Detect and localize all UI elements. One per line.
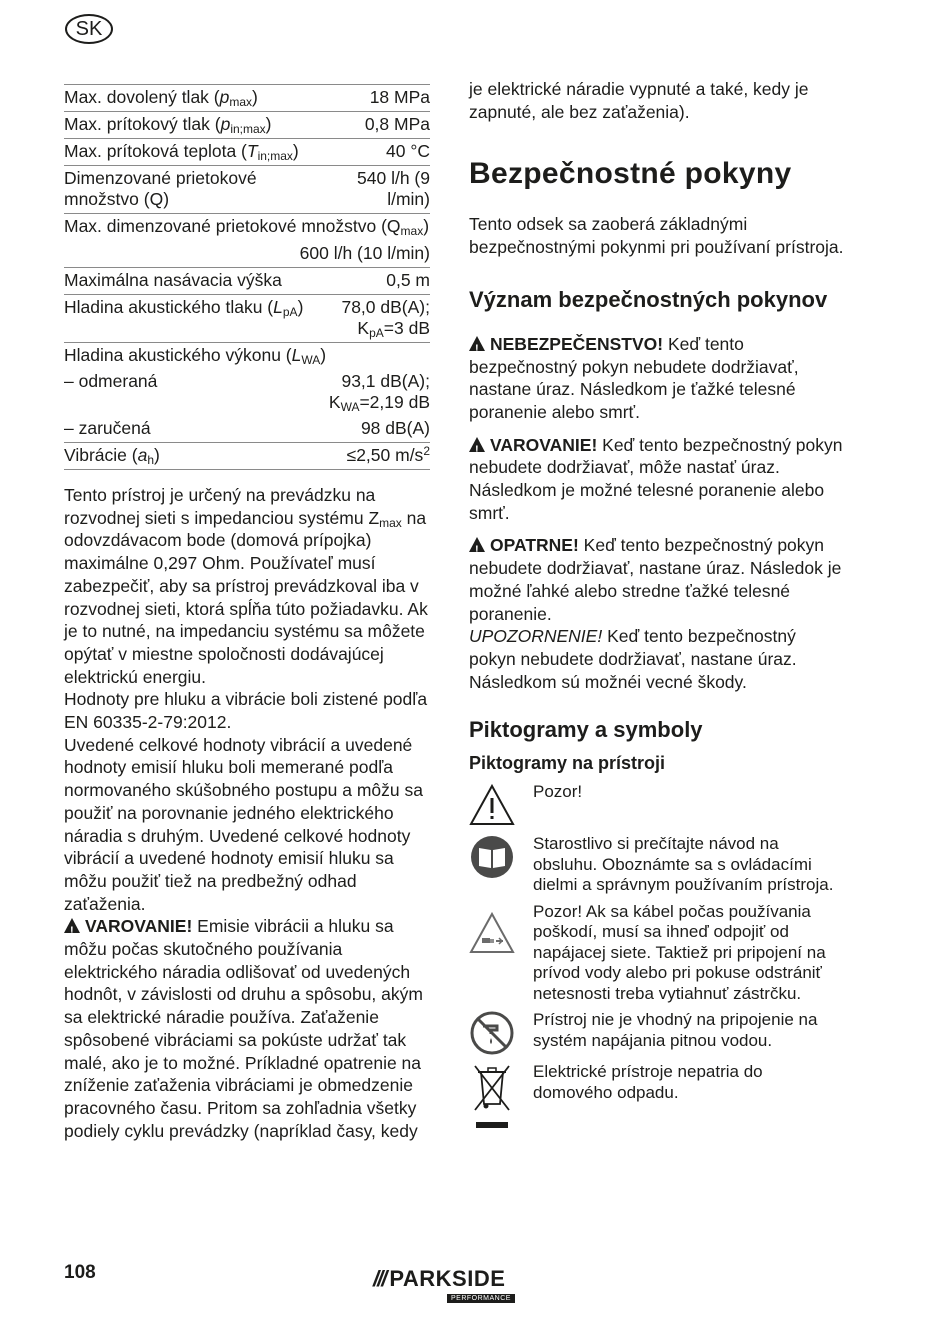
pictograms-heading: Piktogramy na prístroji bbox=[469, 753, 666, 774]
pictogram-text: Starostlivo si prečítajte návod na obsluhu. Oboznámte sa s ovládacími dielmi a správnym používaním prístroja. bbox=[533, 834, 834, 895]
spec-value: 600 l/h (10 l/min) bbox=[299, 243, 430, 263]
parkside-logo bbox=[373, 1266, 527, 1306]
caution-notice: !OPATRNE! Keď tento bezpečnostný pokyn nebudete dodržiavať, nastane úraz. Následok je možné ľahké alebo stredne ťažké telesné poranenie. bbox=[469, 534, 844, 625]
vibration-warning: !VAROVANIE! Emisie vibrácii a hluku sa môžu počas skutočného používania elektrického náradia odlišovať od uvedených hodnôt, v závislosti od druhu a spôsobu, akým sa elektrické náradie používa. Zaťaženie spôsobené vibráciami sa pokúste udržať tak malé, ako je to možné. Príkladné opatrenie na zníženie zaťaženia vibráciami je obmedzenie pracovného času. Pritom sa zohľadnia všetky podiely cyklu prevádzky (napríklad časy, kedy bbox=[64, 915, 430, 1142]
specs-table bbox=[64, 84, 430, 470]
table-row bbox=[64, 85, 430, 112]
weee-bin-icon bbox=[469, 1062, 515, 1132]
standard-paragraph: Hodnoty pre hluku a vibrácie boli zistené podľa EN 60335-2-79:2012. bbox=[64, 689, 428, 733]
pictogram-text: Pozor! bbox=[533, 782, 583, 802]
spec-value: 40 °C bbox=[313, 139, 430, 166]
spec-value: 93,1 dB(A); $K_{WA}=2,19$ dB bbox=[328, 371, 430, 414]
table-row bbox=[64, 416, 430, 443]
notice-paragraph: UPOZORNENIE! Keď tento bezpečnostný pokyn nebudete dodržiavať, nastane úraz. Následkom sú možnéi vecné škody. bbox=[469, 626, 797, 692]
spec-label: Dimenzované prietokové množstvo (Q) bbox=[64, 166, 313, 214]
table-row bbox=[64, 214, 430, 268]
table-row bbox=[64, 166, 430, 214]
spec-label: Max. dimenzované prietokové množstvo $(Q_{max})$ 600 l/h (10 l/min) bbox=[64, 214, 430, 268]
logo-brand: PARKSIDE bbox=[389, 1266, 506, 1291]
subsection-title-pictograms: Piktogramy a symboly bbox=[469, 717, 703, 743]
no-drinking-water-icon bbox=[469, 1010, 515, 1056]
pictogram-text: Elektrické prístroje nepatria do domového odpadu. bbox=[533, 1062, 763, 1102]
pictogram-item bbox=[469, 902, 844, 1005]
spec-value: 98 dB(A) bbox=[360, 418, 430, 438]
warning-notice: !VAROVANIE! Keď tento bezpečnostný pokyn nebudete dodržiavať, môže nastať úraz. Následkom je možné telesné poranenie alebo smrť. bbox=[469, 434, 844, 525]
spec-value: 78,0 dB(A); $K_{pA}=3$ dB bbox=[313, 295, 430, 343]
logo-sub: PERFORMANCE bbox=[447, 1294, 515, 1303]
section-title: Bezpečnostné pokyny bbox=[469, 157, 792, 191]
table-row bbox=[64, 112, 430, 139]
table-row bbox=[64, 369, 430, 416]
pictogram-item bbox=[469, 1010, 844, 1056]
table-row bbox=[64, 268, 430, 295]
danger-notice: !NEBEZPEČENSTVO! Keď tento bezpečnostný pokyn nebudete dodržiavať, nastane úraz. Následkom je ťažké telesné poranenie alebo smrť. bbox=[469, 333, 844, 424]
read-manual-icon bbox=[469, 834, 515, 880]
table-row bbox=[64, 139, 430, 166]
pictogram-item bbox=[469, 834, 844, 896]
left-column bbox=[64, 84, 430, 1142]
subsection-title-meaning: Význam bezpečnostných pokynov bbox=[469, 286, 828, 312]
pictogram-text: Prístroj nie je vhodný na pripojenie na systém napájania pitnou vodou. bbox=[533, 1010, 818, 1050]
spec-value: 18 MPa bbox=[313, 85, 430, 112]
pictogram-item bbox=[469, 782, 844, 828]
pictogram-item bbox=[469, 1062, 844, 1132]
warning-triangle-icon bbox=[469, 537, 485, 552]
page-number: 108 bbox=[64, 1262, 96, 1283]
spec-label: Maximálna nasávacia výška bbox=[64, 268, 313, 295]
table-row bbox=[64, 443, 430, 470]
spec-label: Hladina akustického výkonu $(L_{WA})$ bbox=[64, 343, 430, 370]
spec-label: – zaručená bbox=[64, 418, 151, 438]
language-badge: SK bbox=[65, 14, 113, 44]
logo-slashes: /// bbox=[373, 1266, 386, 1291]
spec-value: 540 l/h (9 l/min) bbox=[313, 166, 430, 214]
warning-triangle-icon bbox=[469, 782, 515, 828]
pictogram-text: Pozor! Ak sa kábel počas používania poškodí, musí sa ihneď odpojiť od napájacej siete. Taktiež pri pripojení na prívod vody alebo pri pokuse odstrániť netesnosti treba vytiahnuť zástrčku. bbox=[533, 901, 826, 1003]
continued-paragraph: je elektrické náradie vypnuté a také, kedy je zapnuté, ale bez zaťaženia). bbox=[469, 79, 809, 122]
spec-value: 0,8 MPa bbox=[313, 112, 430, 139]
impedance-paragraph: Tento prístroj je určený na prevádzku na rozvodnej sieti s impedanciou systému $Z_{max}$ na odovzdávacom bode (domová prípojka) maximálne 0,297 Ohm. Používateľ musí zabezpečiť, aby sa prístroj prevádzkoval iba v rozvodnej sieti, ktorá spĺňa túto požiadavku. Ak je to nutné, na impedanciu systému sa môžete opýtať v miestne spoločnosti dodávajúcej elektrickú energiu. bbox=[64, 485, 428, 687]
spec-label: – odmeraná bbox=[64, 371, 158, 391]
unplug-cable-icon bbox=[469, 910, 515, 956]
right-column bbox=[469, 78, 844, 1138]
intro-paragraph: Tento odsek sa zaoberá základnými bezpečnostnými pokynmi pri používaní prístroja. bbox=[469, 214, 844, 258]
spec-label: Max. prítoková teplota $(T_{in;max})$ bbox=[64, 139, 313, 166]
warning-triangle-icon bbox=[64, 918, 80, 933]
spec-value: ≤2,50 $m/s^2$ bbox=[313, 443, 430, 470]
vibration-paragraph: Uvedené celkové hodnoty vibrácií a uvedené hodnoty emisií hluku boli memerané podľa normovaného skúšobného postupu a môžu sa použiť na porovnanie jedného elektrického náradia s druhým. Uvedené celkové hodnoty vibrácií a uvedené hodnoty emisií hluku sa môžu použiť tiež na predbežný odhad zaťaženia. bbox=[64, 734, 423, 914]
spec-label: Vibrácie $(a_h)$ bbox=[64, 443, 313, 470]
warning-triangle-icon bbox=[469, 437, 485, 452]
spec-value: 0,5 m bbox=[313, 268, 430, 295]
table-row bbox=[64, 295, 430, 343]
warning-triangle-icon bbox=[469, 336, 485, 351]
spec-label: Hladina akustického tlaku $(L_{pA})$ bbox=[64, 295, 313, 343]
table-row bbox=[64, 343, 430, 370]
spec-label: Max. dovolený tlak $(p_{max})$ bbox=[64, 85, 313, 112]
spec-label: Max. prítokový tlak $(p_{in;max})$ bbox=[64, 112, 313, 139]
